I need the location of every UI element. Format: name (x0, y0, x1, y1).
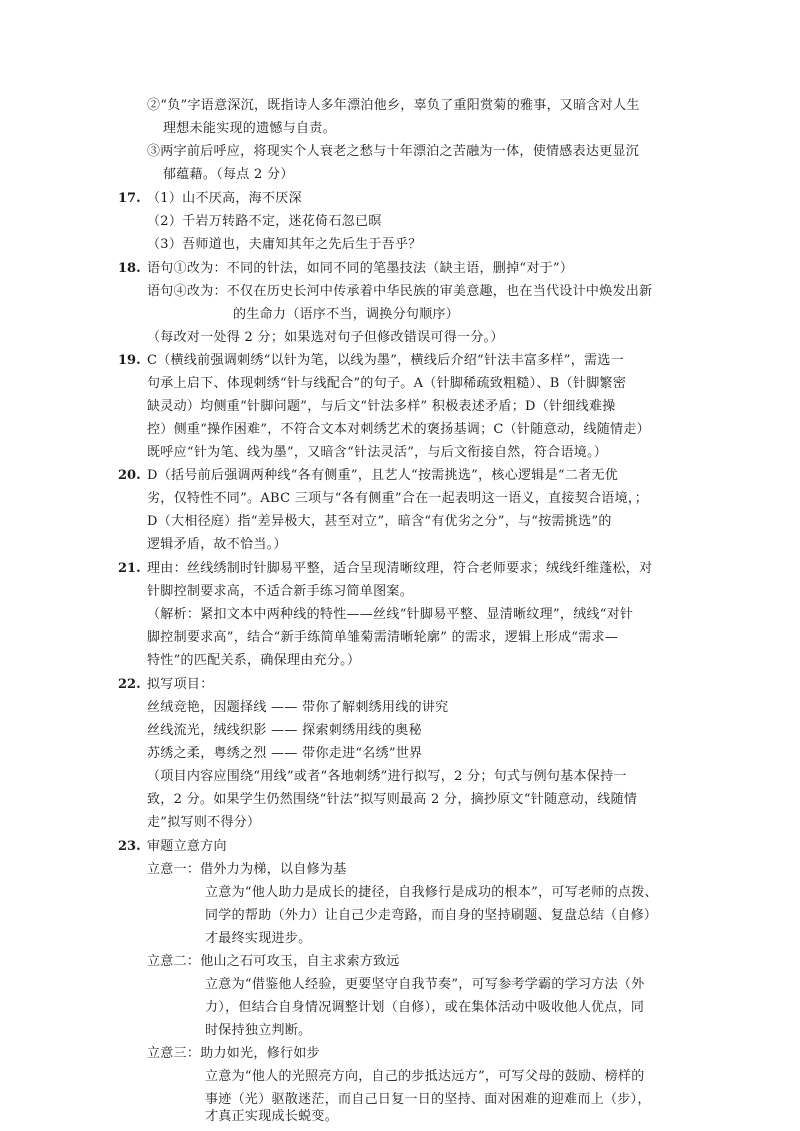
question-number: 17. (118, 191, 141, 206)
answer-text: （每改对一处得 2 分；如果选对句子但修改错误可得一分。） (147, 330, 504, 345)
answer-text: 针脚控制要求高，不适合新手练习简单图案。 (147, 584, 414, 599)
answer-text: 立意为“借鉴他人经验，更要坚守自我节奏”，可写参考学霸的学习方法（外 (205, 977, 645, 992)
answer-text: 的生命力（语序不当，调换分句顺序） (233, 307, 460, 322)
question-number: 22. (118, 677, 141, 692)
question-number: 21. (118, 561, 141, 576)
answer-text: 理想未能实现的遗憾与自责。 (163, 121, 336, 136)
answer-text: 才真正实现成长蜕变。 (205, 1109, 339, 1124)
answer-text: 同学的帮助（外力）让自己少走弯路，而自身的坚持刷题、复盘总结（自修） (205, 908, 658, 923)
question-number: 23. (118, 839, 141, 854)
answer-text: 劣，仅特性不同”。ABC 三项与“各有侧重”合在一起表明这一语义，直接契合语境，； (147, 491, 648, 506)
answer-text: ③两字前后呼应，将现实个人衰老之愁与十年漂泊之苦融为一体，使情感表达更显沉 (147, 144, 640, 159)
section-title: 审题立意方向 (147, 839, 227, 854)
answer-text: 特性”的匹配关系，确保理由充分。） (147, 653, 361, 668)
answer-text: 理由：丝线绣制时针脚易平整，适合呈现清晰纹理，符合老师要求；绒线纤维蓬松，对 (147, 561, 653, 576)
theme-heading: 立意一：借外力为梯，以自修为基 (147, 862, 347, 877)
answer-text: 事迹（光）驱散迷茫，而自己日复一日的坚持、面对困难的迎难而上（步）， (205, 1092, 651, 1107)
question-number: 20. (118, 468, 141, 483)
answer-text: （3）吾师道也，夫庸知其年之先后生于吾乎？ (147, 237, 422, 252)
answer-text: （解析：紧扣文本中两种线的特性——丝线“针脚易平整、显清晰纹理”，绒线“对针 (147, 607, 634, 622)
answer-text: 郁蕴藉。（每点 2 分） (163, 167, 294, 182)
answer-text: 逻辑矛盾，故不恰当。） (147, 537, 287, 552)
answer-text: 缺灵动）均侧重“针脚问题”，与后文“针法多样” 积极表述矛盾；D（针细线难操 (147, 399, 616, 414)
answer-text: 力），但结合自身情况调整计划（自修），或在集体活动中吸收他人优点，同 (205, 1000, 645, 1015)
answer-text: 致，2 分。如果学生仍然围绕“针法”拟写则最高 2 分，摘抄原文“针随意动，线随情 (147, 792, 638, 807)
answer-text: 时保持独立判断。 (205, 1023, 312, 1038)
question-number: 18. (118, 261, 141, 276)
answer-text: C（横线前强调刺绣“以针为笔，以线为墨”，横线后介绍“针法丰富多样”，需选一 (147, 353, 624, 368)
answer-text: 拟写项目： (147, 677, 214, 692)
answer-text: 走”拟写则不得分） (147, 815, 261, 830)
answer-text: ②“负”字语意深沉，既指诗人多年漂泊他乡，辜负了重阳赏菊的雅事，又暗含对人生 (147, 98, 640, 113)
answer-text: 语句①改为：不同的针法，如同不同的笔墨技法（缺主语，删掉“对于”） (147, 261, 574, 276)
theme-heading: 立意二：他山之石可攻玉，自主求索方致远 (147, 954, 400, 969)
answer-text: （1）山不厌高，海不厌深 (147, 191, 302, 206)
answer-text: 语句④改为：不仅在历史长河中传承着中华民族的审美意趣，也在当代设计中焕发出新 (147, 284, 653, 299)
answer-text: D（括号前后强调两种线“各有侧重”，且艺人“按需挑选”，核心逻辑是“二者无优 (147, 468, 619, 483)
question-number: 19. (118, 353, 141, 368)
answer-text: 控）侧重“操作困难”，不符合文本对刺绣艺术的褒扬基调；C（针随意动，线随情走） (147, 422, 650, 437)
theme-heading: 立意三：助力如光，修行如步 (147, 1046, 320, 1061)
answer-text: 丝绒竞艳，因题择线 —— 带你了解刺绣用线的讲究 (147, 700, 449, 715)
answer-text: 既呼应“针为笔、线为墨”，又暗含“针法灵活”，与后文衔接自然，符合语境。） (147, 445, 608, 460)
answer-text: D（大相径庭）指“差异极大，甚至对立”，暗含“有优劣之分”，与“按需挑选”的 (147, 514, 612, 529)
answer-text: 苏绣之柔，粤绣之烈 —— 带你走进“名绣”世界 (147, 746, 423, 761)
answer-text: 立意为“他人的光照亮方向，自己的步抵达远方”，可写父母的鼓励、榜样的 (205, 1069, 645, 1084)
answer-text: 句承上启下、体现刺绣“针与线配合”的句子。A（针脚稀疏致粗糙）、B（针脚繁密 (147, 376, 627, 391)
answer-text: （2）千岩万转路不定，迷花倚石忽已暝 (147, 214, 382, 229)
answer-text: 立意为“他人助力是成长的捷径，自我修行是成功的根本”，可写老师的点拨、 (205, 885, 658, 900)
answer-text: 脚控制要求高”，结合“新手练简单雏菊需清晰轮廓” 的需求，逻辑上形成“需求— (147, 630, 619, 645)
answer-text: 丝线流光，绒线织影 —— 探索刺绣用线的奥秘 (147, 723, 422, 738)
answer-text: 才最终实现进步。 (205, 931, 312, 946)
answer-text: （项目内容应围绕“用线”或者“各地刺绣”进行拟写，2 分；句式与例句基本保持一 (147, 769, 627, 784)
